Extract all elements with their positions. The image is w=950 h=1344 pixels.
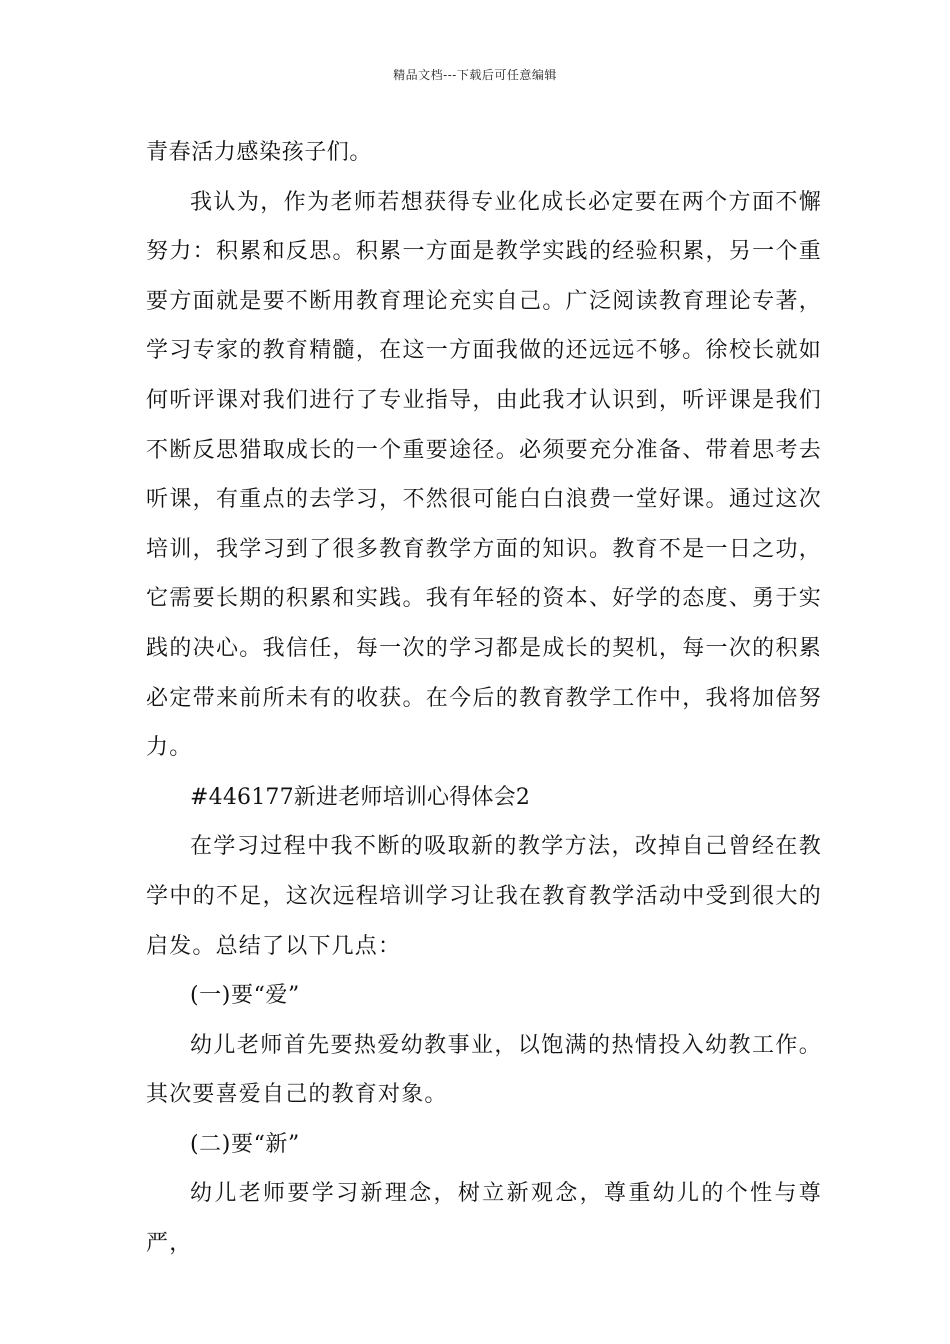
paragraph-new: 幼儿老师要学习新理念，树立新观念，尊重幼儿的个性与尊严，	[146, 1181, 822, 1257]
paragraph-continuation: 青春活力感染孩子们。	[146, 140, 373, 165]
subheading-love: (一)要“爱”	[190, 983, 300, 1009]
section-heading: #446177新进老师培训心得体会2	[190, 784, 531, 810]
paragraph-intro: 在学习过程中我不断的吸取新的教学方法，改掉自己曾经在教学中的不足，这次远程培训学习让我在教育教学活动中受到很大的启发。总结了以下几点：	[146, 834, 822, 959]
page-header: 精品文档---下载后可任意编辑	[393, 68, 557, 82]
document-body	[146, 128, 822, 1269]
paragraph-love: 幼儿老师首先要热爱幼教事业，以饱满的热情投入幼教工作。其次要喜爱自己的教育对象。	[146, 1032, 822, 1108]
subheading-new: (二)要“新”	[190, 1131, 300, 1157]
paragraph-reflection: 我认为，作为老师若想获得专业化成长必定要在两个方面不懈努力：积累和反思。积累一方面是教学实践的经验积累，另一个重要方面就是要不断用教育理论充实自己。广泛阅读教育理论专著，学习专家的教育精髓，在这一方面我做的还远远不够。徐校长就如何听评课对我们进行了专业指导，由此我才认识到，听评课是我们不断反思猎取成长的一个重要途径。必须要充分准备、带着思考去听课，有重点的去学习，不然很可能白白浪费一堂好课。通过这次培训，我学习到了很多教育教学方面的知识。教育不是一日之功，它需要长期的积累和实践。我有年轻的资本、好学的态度、勇于实践的决心。我信任，每一次的学习都是成长的契机，每一次的积累必定带来前所未有的收获。在今后的教育教学工作中，我将加倍努力。	[146, 189, 822, 761]
